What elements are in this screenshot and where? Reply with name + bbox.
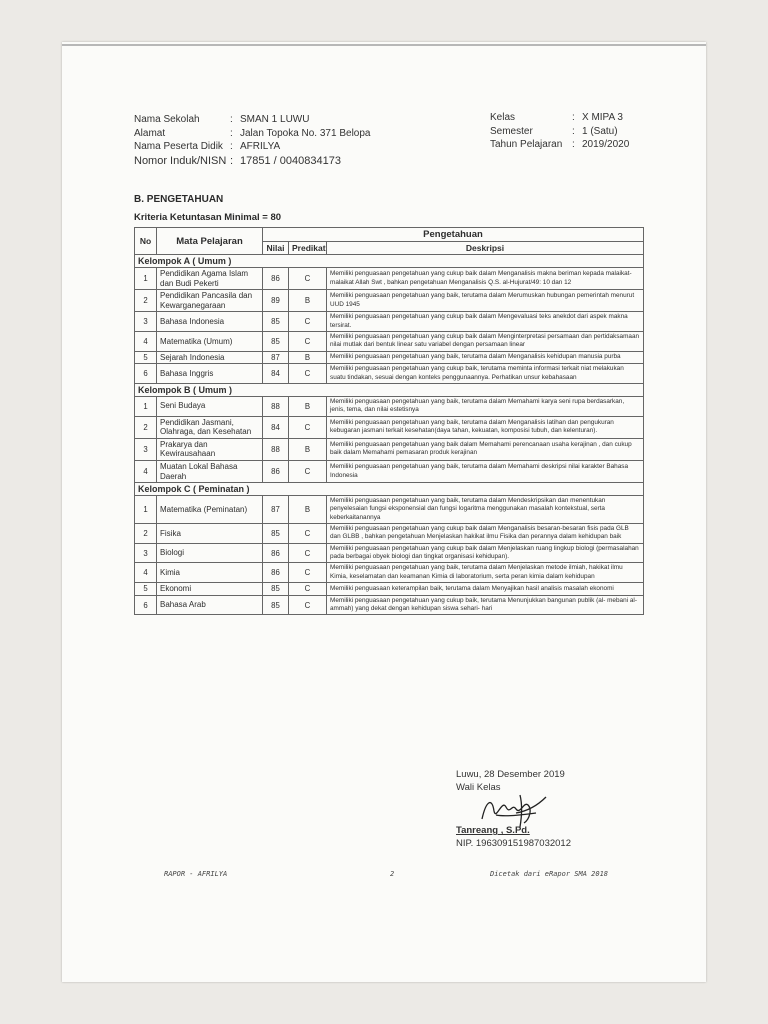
- predicate-value: B: [289, 496, 327, 524]
- grades-table: [134, 227, 644, 615]
- predicate-value: B: [289, 396, 327, 416]
- subject-name: Kimia: [157, 563, 263, 583]
- description-text: Memiliki penguasaan pengetahuan yang baik, terutama dalam Mendeskripsikan dan menentukan penyelesaian fungsi eksponensial dan fungsi logaritma menggunakan masalah kontekstual, serta keberkaitanannya: [327, 496, 644, 524]
- score-value: 85: [263, 583, 289, 596]
- table-row: [135, 524, 644, 544]
- description-text: Memiliki penguasaan pengetahuan yang cukup baik dalam Menganalisis besaran-besaran fisis pada GLB dan GLBB , bahkan pengetahuan Menjelaskan hakikat ilmu Fisika dan perannya dalam kehidupan baik: [327, 524, 644, 544]
- score-value: 88: [263, 396, 289, 416]
- student-info-left: Nama Sekolah : SMAN 1 LUWU Alamat : Jalan Topoka No. 371 Belopa Nama Peserta Didik : AFRILYA Nomor Induk/NISN : 17851 / 0040834173: [134, 114, 371, 167]
- description-text: Memiliki penguasaan pengetahuan yang cukup baik, terutama Menunjukkan bangunan publik (al- mebani al- ammah) yang dekat dengan kehidupan siswa sehari- hari: [327, 595, 644, 615]
- predicate-value: C: [289, 332, 327, 352]
- school-value: SMAN 1 LUWU: [240, 114, 310, 125]
- address-value: Jalan Topoka No. 371 Belopa: [240, 127, 371, 139]
- score-value: 86: [263, 460, 289, 482]
- row-number: 5: [135, 351, 157, 364]
- subject-name: Sejarah Indonesia: [157, 351, 263, 364]
- subject-name: Seni Budaya: [157, 396, 263, 416]
- table-row: [135, 543, 644, 563]
- header-knowledge: Pengetahuan: [263, 228, 644, 242]
- subject-name: Muatan Lokal Bahasa Daerah: [157, 460, 263, 482]
- description-text: Memiliki penguasaan pengetahuan yang cukup baik dalam Menginterpretasi persamaan dan pertidaksamaan nilai mutlak dari bentuk linear satu variabel dengan persamaan linear: [327, 332, 644, 352]
- header-score: Nilai: [263, 242, 289, 255]
- row-number: 1: [135, 268, 157, 290]
- predicate-value: C: [289, 595, 327, 615]
- footer-page-number: 2: [390, 870, 395, 878]
- score-value: 84: [263, 416, 289, 438]
- kkm-criteria: Kriteria Ketuntasan Minimal = 80: [134, 212, 282, 223]
- subject-name: Prakarya dan Kewirausahaan: [157, 438, 263, 460]
- predicate-value: C: [289, 583, 327, 596]
- header-description: Deskripsi: [327, 242, 644, 255]
- predicate-value: C: [289, 312, 327, 332]
- description-text: Memiliki penguasaan pengetahuan yang baik, terutama dalam Memahami deskripsi nilai karakter Bahasa Indonesia: [327, 460, 644, 482]
- row-number: 2: [135, 290, 157, 312]
- year-value: 2019/2020: [582, 139, 630, 150]
- student-info-right: Kelas : X MIPA 3 Semester : 1 (Satu) Tahun Pelajaran : 2019/2020: [490, 112, 629, 153]
- table-row: [135, 595, 644, 615]
- footer-report-name: RAPOR - AFRILYA: [164, 870, 228, 878]
- header-subject: Mata Pelajaran: [157, 228, 263, 255]
- table-row: [135, 396, 644, 416]
- subject-name: Bahasa Indonesia: [157, 312, 263, 332]
- group-title: Kelompok C ( Peminatan ): [135, 483, 644, 496]
- description-text: Memiliki penguasaan pengetahuan yang baik, terutama dalam Merumuskan hubungan pemerintah menurut UUD 1945: [327, 290, 644, 312]
- footer-printed-from: Dicetak dari eRapor SMA 2018: [490, 870, 609, 878]
- header-no: No: [135, 228, 157, 255]
- predicate-value: C: [289, 460, 327, 482]
- score-value: 85: [263, 524, 289, 544]
- subject-name: Pendidikan Agama Islam dan Budi Pekerti: [157, 268, 263, 290]
- description-text: Memiliki penguasaan pengetahuan yang cukup baik dalam Menganalisis makna beriman kepada malaikat-malaikat Allah Swt , bahkan pengetahuan Menganalisis Q.S. al-Hujurat/49: 10 dan 12: [327, 268, 644, 290]
- row-number: 3: [135, 312, 157, 332]
- student-id-label: Nomor Induk/NISN: [134, 154, 227, 167]
- semester-label: Semester: [490, 125, 533, 137]
- row-number: 3: [135, 438, 157, 460]
- teacher-nip: NIP. 196309151987032012: [456, 838, 571, 849]
- table-row: [135, 416, 644, 438]
- grades-body: [135, 255, 644, 615]
- row-number: 4: [135, 332, 157, 352]
- school-label: Nama Sekolah: [134, 114, 200, 125]
- table-row: [135, 312, 644, 332]
- subject-name: Fisika: [157, 524, 263, 544]
- row-number: 1: [135, 496, 157, 524]
- score-value: 85: [263, 312, 289, 332]
- table-row: [135, 438, 644, 460]
- row-number: 6: [135, 595, 157, 615]
- table-row: [135, 563, 644, 583]
- scan-top-edge: [62, 44, 706, 46]
- subject-name: Bahasa Inggris: [157, 364, 263, 384]
- predicate-value: B: [289, 290, 327, 312]
- score-value: 86: [263, 543, 289, 563]
- row-number: 3: [135, 543, 157, 563]
- predicate-value: C: [289, 364, 327, 384]
- subject-name: Biologi: [157, 543, 263, 563]
- subject-name: Pendidikan Pancasila dan Kewarganegaraan: [157, 290, 263, 312]
- predicate-value: B: [289, 438, 327, 460]
- description-text: Memiliki penguasaan keterampilan baik, terutama dalam Menyajikan hasil analisis masalah ekonomi: [327, 583, 644, 596]
- table-row: [135, 351, 644, 364]
- subject-name: Pendidikan Jasmani, Olahraga, dan Kesehatan: [157, 416, 263, 438]
- description-text: Memiliki penguasaan pengetahuan yang baik, terutama dalam Menjelaskan metode ilmiah, hakikat ilmu Kimia, keselamatan dan keamanan Kimia di laboratorium, serta peran kimia dalam kehidupan: [327, 563, 644, 583]
- predicate-value: C: [289, 543, 327, 563]
- row-number: 1: [135, 396, 157, 416]
- subject-name: Bahasa Arab: [157, 595, 263, 615]
- score-value: 87: [263, 351, 289, 364]
- student-id-value: 17851 / 0040834173: [240, 154, 341, 167]
- place-date: Luwu, 28 Desember 2019: [456, 769, 565, 780]
- class-label: Kelas: [490, 112, 516, 123]
- description-text: Memiliki penguasaan pengetahuan yang baik, terutama dalam Memahami karya seni rupa berdasarkan, jenis, tema, dan nilai estetisnya: [327, 396, 644, 416]
- homeroom-role: Wali Kelas: [456, 782, 501, 793]
- table-row: [135, 496, 644, 524]
- row-number: 2: [135, 524, 157, 544]
- predicate-value: C: [289, 416, 327, 438]
- description-text: Memiliki penguasaan pengetahuan yang cukup baik dalam Mengevaluasi teks anekdot dari aspek makna tersirat.: [327, 312, 644, 332]
- handwritten-signature: [476, 789, 556, 829]
- subject-name: Ekonomi: [157, 583, 263, 596]
- header-predicate: Predikat: [289, 242, 327, 255]
- score-value: 86: [263, 268, 289, 290]
- description-text: Memiliki penguasaan pengetahuan yang cukup baik, terutama meminta informasi terkait niat melakukan suatu tindakan, sesuai dengan konteks penggunaannya. Perhatikan unsur kebahasaan: [327, 364, 644, 384]
- row-number: 2: [135, 416, 157, 438]
- subject-name: Matematika (Peminatan): [157, 496, 263, 524]
- predicate-value: C: [289, 563, 327, 583]
- class-value: X MIPA 3: [582, 112, 623, 123]
- score-value: 87: [263, 496, 289, 524]
- description-text: Memiliki penguasaan pengetahuan yang baik, terutama dalam Menganalisis kehidupan manusia purba: [327, 351, 644, 364]
- table-row: [135, 268, 644, 290]
- table-row: [135, 460, 644, 482]
- description-text: Memiliki penguasaan pengetahuan yang baik dalam Memahami perencanaan usaha kerajinan , dan cukup baik dalam Memahami pemasaran produk kerajinan: [327, 438, 644, 460]
- student-name-label: Nama Peserta Didik: [134, 141, 223, 152]
- score-value: 85: [263, 332, 289, 352]
- group-title: Kelompok A ( Umum ): [135, 255, 644, 268]
- predicate-value: C: [289, 268, 327, 290]
- group-title: Kelompok B ( Umum ): [135, 383, 644, 396]
- score-value: 86: [263, 563, 289, 583]
- table-row: [135, 364, 644, 384]
- table-row: [135, 583, 644, 596]
- score-value: 89: [263, 290, 289, 312]
- score-value: 85: [263, 595, 289, 615]
- predicate-value: B: [289, 351, 327, 364]
- section-title: B. PENGETAHUAN: [134, 194, 224, 205]
- year-label: Tahun Pelajaran: [490, 139, 563, 150]
- score-value: 84: [263, 364, 289, 384]
- row-number: 4: [135, 563, 157, 583]
- homeroom-teacher-name: Tanreang , S.Pd.: [456, 825, 530, 836]
- row-number: 4: [135, 460, 157, 482]
- signature-block: [456, 769, 571, 851]
- row-number: 6: [135, 364, 157, 384]
- row-number: 5: [135, 583, 157, 596]
- predicate-value: C: [289, 524, 327, 544]
- subject-name: Matematika (Umum): [157, 332, 263, 352]
- description-text: Memiliki penguasaan pengetahuan yang cukup baik dalam Menjelaskan ruang lingkup biologi (permasalahan pada berbagai obyek biologi dan tingkat organisasi kehidupan).: [327, 543, 644, 563]
- student-name-value: AFRILYA: [240, 141, 281, 152]
- semester-value: 1 (Satu): [582, 125, 618, 137]
- table-row: [135, 332, 644, 352]
- address-label: Alamat: [134, 127, 166, 139]
- report-page: [62, 42, 706, 982]
- table-row: [135, 290, 644, 312]
- description-text: Memiliki penguasaan pengetahuan yang baik, terutama dalam Menganalisis latihan dan pengukuran kebugaran jasmani terkait kesehatan(daya tahan, kekuatan, komposisi tubuh, dan kelenturan).: [327, 416, 644, 438]
- score-value: 88: [263, 438, 289, 460]
